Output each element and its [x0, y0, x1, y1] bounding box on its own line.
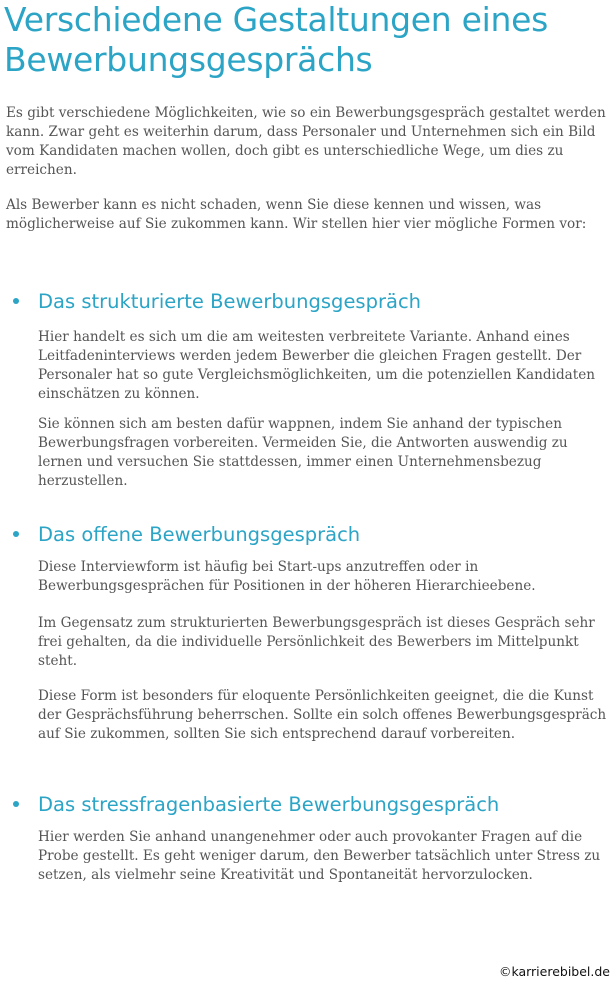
section-title: Das offene Bewerbungsgespräch — [38, 523, 361, 546]
section-paragraph: Hier handelt es sich um die am weitesten verbreitete Variante. Anhand eines Leitfadeninterviews werden jedem Bewerber die gleichen Fragen gestellt. Der Personaler hat so gute Vergleichsmöglichkeiten, um die potenziellen Kandidaten einschätzen zu können. — [38, 329, 596, 402]
section-paragraph: Diese Form ist besonders für eloquente Persönlichkeiten geeignet, die die Kunst der Gesprächsführung beherrschen. Sollte ein solch offenes Bewerbungsgespräch auf Sie zukommen, sollten Sie sich entsprechend darauf vorbereiten. — [38, 688, 607, 742]
page-title: Verschiedene Gestaltungen eines Bewerbungsgesprächs — [4, 0, 548, 79]
section-heading-stressfragen — [0, 792, 610, 820]
section-paragraph: Sie können sich am besten dafür wappnen, indem Sie anhand der typischen Bewerbungsfragen vorbereiten. Vermeiden Sie, die Antworten auswendig zu lernen und versuchen Sie stattdessen, immer einen Unternehmensbezug herzustellen. — [38, 416, 568, 489]
intro-paragraph-2: Als Bewerber kann es nicht schaden, wenn Sie diese kennen und wissen, was möglicherweise auf Sie zukommen kann. Wir stellen hier vier mögliche Formen vor: — [6, 197, 587, 232]
copyright-notice: ©karrierebibel.de — [498, 964, 610, 979]
bullet-icon — [13, 298, 19, 304]
section-title: Das stressfragenbasierte Bewerbungsgespräch — [38, 793, 500, 816]
section-heading-strukturiert — [0, 289, 610, 317]
intro-paragraph-1: Es gibt verschiedene Möglichkeiten, wie so ein Bewerbungsgespräch gestaltet werden kann. Zwar geht es weiterhin darum, dass Personaler und Unternehmen sich ein Bild vom Kandidaten machen wollen, doch gibt es unterschiedliche Wege, um dies zu erreichen. — [6, 105, 606, 178]
section-paragraph: Diese Interviewform ist häufig bei Start-ups anzutreffen oder in Bewerbungsgesprächen für Positionen in der höheren Hierarchieebene. — [38, 559, 536, 594]
section-paragraph: Hier werden Sie anhand unangenehmer oder auch provokanter Fragen auf die Probe gestellt. Es geht weniger darum, den Bewerber tatsächlich unter Stress zu setzen, als vielmehr seine Kreativität und Spontaneität hervorzulocken. — [38, 829, 601, 883]
section-paragraph: Im Gegensatz zum strukturierten Bewerbungsgespräch ist dieses Gespräch sehr frei gehalten, da die individuelle Persönlichkeit des Bewerbers im Mittelpunkt steht. — [38, 615, 595, 669]
bullet-icon — [13, 531, 19, 537]
bullet-icon — [13, 801, 19, 807]
section-title: Das strukturierte Bewerbungsgespräch — [38, 290, 422, 313]
section-heading-offen — [0, 522, 610, 550]
